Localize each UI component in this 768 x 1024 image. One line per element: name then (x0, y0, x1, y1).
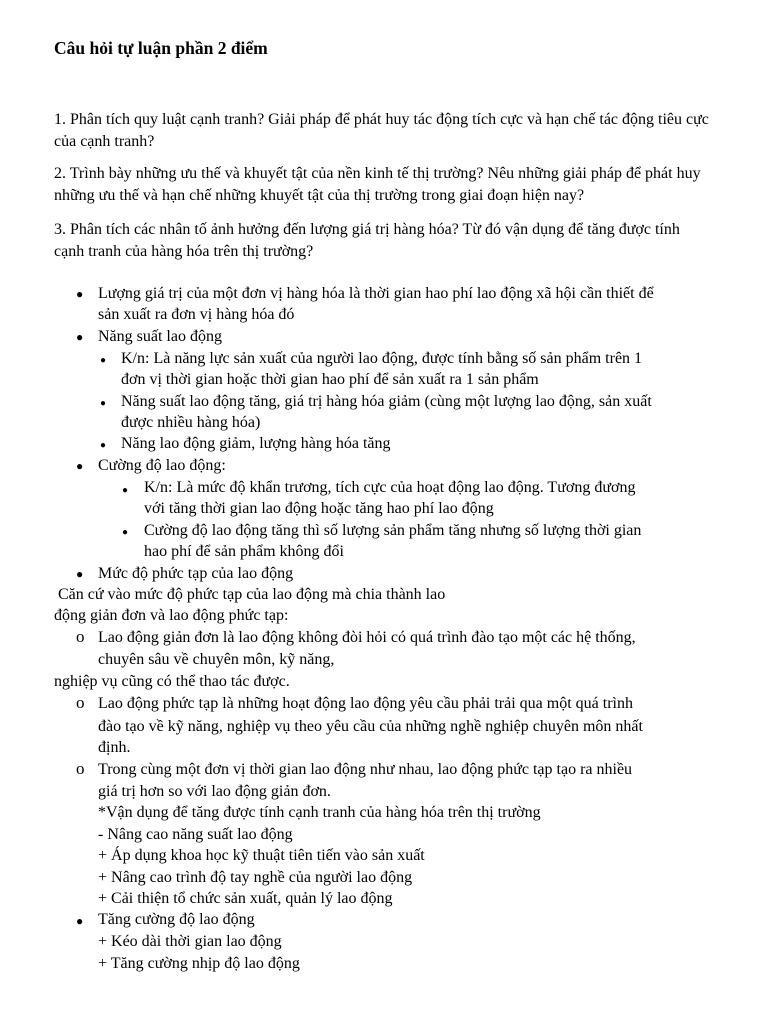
list-item: sản xuất ra đơn vị hàng hóa đó (98, 306, 295, 323)
list-item: chuyên sâu về chuyên môn, kỹ năng, (98, 651, 335, 668)
list-item: + Cải thiện tổ chức sản xuất, quản lý lao động (98, 890, 393, 907)
list-item: giá trị hơn so với lao động giản đơn. (98, 783, 331, 800)
list-item: - Nâng cao năng suất lao động (98, 826, 293, 843)
list-item: *Vận dụng để tăng được tính cạnh tranh của hàng hóa trên thị trường (98, 804, 541, 821)
list-item: + Tăng cường nhịp độ lao động (98, 955, 300, 972)
bullet-marker: ● (76, 459, 84, 473)
sub-bullet-marker: ● (122, 485, 129, 496)
list-item: hao phí để sản phẩm không đổi (144, 543, 344, 560)
question-3: 3. Phân tích các nhân tố ảnh hưởng đến lượng giá trị hàng hóa? Từ đó vận dụng để tăng được tính cạnh tranh của hàng hóa trên thị trường? (54, 221, 680, 260)
list-item: Lao động phức tạp là những hoạt động lao động yêu cầu phải trải qua một quá trình (98, 695, 633, 712)
paragraph-line: động giản đơn và lao động phức tạp: (54, 607, 289, 624)
list-item: đào tạo về kỹ năng, nghiệp vụ theo yêu cầu của những nghề nghiệp chuyên môn nhất (98, 718, 643, 735)
list-item: Cường độ lao động tăng thì số lượng sản phẩm tăng nhưng số lượng thời gian (144, 522, 642, 539)
question-2: 2. Trình bày những ưu thế và khuyết tật của nền kinh tế thị trường? Nêu những giải pháp để phát huy những ưu thế và hạn chế những khuyết tật của thị trường trong giai đoạn hiện nay? (54, 165, 701, 204)
paragraph-line: Căn cứ vào mức độ phức tạp của lao động mà chia thành lao (58, 586, 446, 603)
list-item: Trong cùng một đơn vị thời gian lao động như nhau, lao động phức tạp tạo ra nhiều (98, 761, 633, 778)
list-item: Năng lao động giảm, lượng hàng hóa tăng (121, 435, 391, 452)
bullet-marker: ● (76, 567, 84, 581)
paragraph-line: nghiệp vụ cũng có thể thao tác được. (54, 673, 290, 690)
list-item: Lao động giản đơn là lao động không đòi hỏi có quá trình đào tạo một các hệ thống, (98, 629, 636, 646)
circle-marker: o (76, 627, 85, 646)
list-item: được nhiều hàng hóa) (121, 414, 261, 431)
list-item: Năng suất lao động tăng, giá trị hàng hóa giảm (cùng một lượng lao động, sản xuất (121, 393, 652, 410)
circle-marker: o (76, 693, 85, 712)
sub-bullet-marker: ● (122, 527, 129, 538)
list-item: đơn vị thời gian hoặc thời gian hao phí để sản xuất ra 1 sản phẩm (121, 371, 539, 388)
list-item: K/n: Là năng lực sản xuất của người lao động, được tính bằng số sản phẩm trên 1 (121, 350, 643, 367)
question-1: 1. Phân tích quy luật cạnh tranh? Giải pháp để phát huy tác động tích cực và hạn chế tác động tiêu cực của cạnh tranh? (54, 111, 709, 150)
list-item: + Kéo dài thời gian lao động (98, 933, 282, 950)
list-item: + Nâng cao trình độ tay nghề của người lao động (98, 869, 413, 886)
circle-marker: o (76, 759, 85, 778)
bullet-marker: ● (76, 330, 84, 344)
list-item: + Áp dụng khoa học kỹ thuật tiên tiến vào sản xuất (98, 847, 425, 864)
sub-bullet-marker: ● (100, 355, 107, 366)
list-item: Lượng giá trị của một đơn vị hàng hóa là thời gian hao phí lao động xã hội cần thiết để (98, 285, 654, 302)
bullet-marker: ● (76, 914, 84, 928)
list-item: Mức độ phức tạp của lao động (98, 565, 294, 582)
sub-bullet-marker: ● (100, 440, 107, 451)
list-item: định. (98, 739, 131, 756)
list-item: K/n: Là mức độ khẩn trương, tích cực của hoạt động lao động. Tương đương (144, 479, 636, 496)
list-item: với tăng thời gian lao động hoặc tăng hao phí lao động (144, 500, 494, 517)
bullet-marker: ● (76, 287, 84, 301)
page-title: Câu hỏi tự luận phần 2 điểm (54, 38, 268, 58)
list-item: Tăng cường độ lao động (98, 911, 255, 928)
list-item: Năng suất lao động (98, 328, 222, 345)
list-item: Cường độ lao động: (98, 457, 226, 474)
sub-bullet-marker: ● (100, 398, 107, 409)
